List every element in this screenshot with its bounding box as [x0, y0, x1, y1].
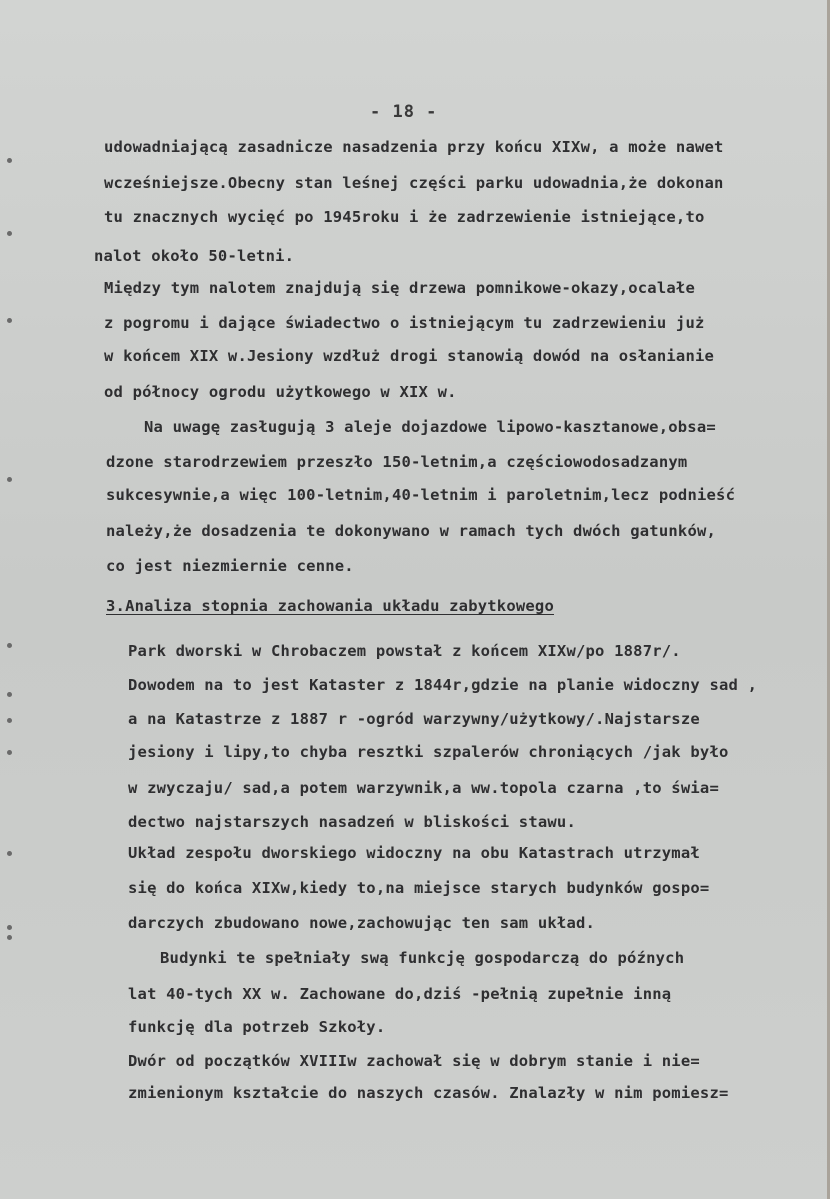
binding-hole [7, 158, 12, 163]
text-line: Dwór od początków XVIIIw zachował się w dobrym stanie i nie= [128, 1052, 700, 1070]
text-line: Dowodem na to jest Kataster z 1844r,gdzie na planie widoczny sad , [128, 676, 758, 694]
binding-hole [7, 935, 12, 940]
text-line: się do końca XIXw,kiedy to,na miejsce starych budynków gospo= [128, 879, 710, 897]
text-line: jesiony i lipy,to chyba resztki szpalerów chroniących /jak było [128, 743, 729, 761]
text-line: należy,że dosadzenia te dokonywano w ramach tych dwóch gatunków, [106, 522, 717, 540]
binding-hole [7, 318, 12, 323]
text-line: od północy ogrodu użytkowego w XIX w. [104, 383, 457, 401]
text-line: darczych zbudowano nowe,zachowując ten sam układ. [128, 914, 596, 932]
text-line: udowadniającą zasadnicze nasadzenia przy końcu XIXw, a może nawet [104, 138, 724, 156]
text-line: tu znacznych wycięć po 1945roku i że zadrzewienie istniejące,to [104, 208, 705, 226]
text-line: z pogromu i dające świadectwo o istniejącym tu zadrzewieniu już [104, 314, 705, 332]
binding-hole [7, 692, 12, 697]
text-line: w końcem XIX w.Jesiony wzdłuż drogi stanowią dowód na osłanianie [104, 347, 715, 365]
text-line: a na Katastrze z 1887 r -ogród warzywny/użytkowy/.Najstarsze [128, 710, 700, 728]
text-line: wcześniejsze.Obecny stan leśnej części parku udowadnia,że dokonan [104, 174, 724, 192]
text-line: Układ zespołu dworskiego widoczny na obu Katastrach utrzymał [128, 844, 700, 862]
binding-hole [7, 851, 12, 856]
text-line: dzone starodrzewiem przeszło 150-letnim,a częściowodosadzanym [106, 453, 688, 471]
text-line: dectwo najstarszych nasadzeń w bliskości stawu. [128, 813, 576, 831]
text-line: Na uwagę zasługują 3 aleje dojazdowe lipowo-kasztanowe,obsa= [144, 418, 716, 436]
binding-hole [7, 231, 12, 236]
section-heading: 3.Analiza stopnia zachowania układu zabytkowego [106, 597, 554, 615]
text-line: Park dworski w Chrobaczem powstał z końcem XIXw/po 1887r/. [128, 642, 681, 660]
text-line: zmienionym kształcie do naszych czasów. Znalazły w nim pomiesz= [128, 1084, 729, 1102]
binding-hole [7, 750, 12, 755]
text-line: Między tym nalotem znajdują się drzewa pomnikowe-okazy,ocalałe [104, 279, 695, 297]
binding-hole [7, 925, 12, 930]
page-number: - 18 - [370, 102, 438, 122]
text-line: funkcję dla potrzeb Szkoły. [128, 1018, 386, 1036]
text-line: w zwyczaju/ sad,a potem warzywnik,a ww.topola czarna ,to świa= [128, 779, 719, 797]
text-line: nalot około 50-letni. [94, 247, 295, 265]
binding-hole [7, 477, 12, 482]
text-line: Budynki te spełniały swą funkcję gospodarczą do późnych [160, 949, 685, 967]
text-line: co jest niezmiernie cenne. [106, 557, 354, 575]
text-line: sukcesywnie,a więc 100-letnim,40-letnim i paroletnim,lecz podnieść [106, 486, 736, 504]
binding-hole [7, 643, 12, 648]
text-line: lat 40-tych XX w. Zachowane do,dziś -pełnią zupełnie inną [128, 985, 672, 1003]
binding-hole [7, 718, 12, 723]
